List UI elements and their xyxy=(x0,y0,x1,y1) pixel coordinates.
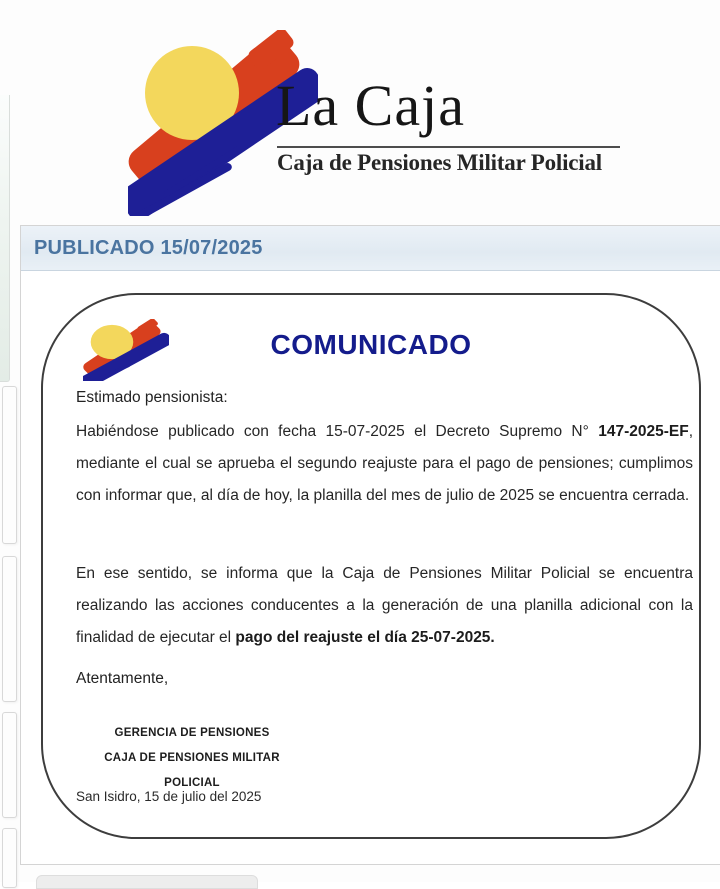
publication-date-label: PUBLICADO 15/07/2025 xyxy=(34,237,263,259)
paragraph-bold-text: pago del reajuste el día 25-07-2025. xyxy=(235,629,495,646)
paragraph-text: Habiéndose publicado con fecha 15-07-2025 el Decreto Supremo N° xyxy=(76,423,599,440)
notice-paragraph-2 xyxy=(76,558,693,654)
place-date: San Isidro, 15 de julio del 2025 xyxy=(76,789,262,804)
notice-greeting: Estimado pensionista: xyxy=(76,389,228,406)
notice-title: COMUNICADO xyxy=(270,329,472,360)
signature-line-1: GERENCIA DE PENSIONES xyxy=(114,727,270,739)
left-edge-card xyxy=(2,712,17,818)
publication-header xyxy=(21,226,720,271)
brand-divider xyxy=(277,146,620,148)
paragraph-text: , mediante el cual se aprueba el segundo reajuste para el pago de pensiones; cumplimos con informar que, al día de hoy, la planilla del mes de julio de 2025 se encuentra cerrada. xyxy=(76,423,693,504)
bottom-edge-bar xyxy=(36,875,258,889)
brand-subtitle: Caja de Pensiones Militar Policial xyxy=(277,150,602,175)
paragraph-bold-text: 147-2025-EF xyxy=(598,423,689,440)
signature-line-2: CAJA DE PENSIONES MILITAR POLICIAL xyxy=(104,752,280,789)
brand-name: La Caja xyxy=(276,73,465,138)
left-edge-strip xyxy=(0,95,10,382)
signature-block xyxy=(76,721,308,796)
publication-panel xyxy=(20,225,720,865)
notice-card xyxy=(41,293,701,839)
left-edge-card xyxy=(2,386,17,544)
notice-closing: Atentamente, xyxy=(76,670,169,687)
notice-paragraph-1 xyxy=(76,416,693,512)
left-edge-card xyxy=(2,556,17,702)
left-edge-card xyxy=(2,828,17,888)
paragraph-text: En ese sentido, se informa que la Caja de Pensiones Militar Policial se encuentra realizando las acciones conducentes a la generación de una planilla adicional con la finalidad de ejecutar el xyxy=(76,565,693,646)
